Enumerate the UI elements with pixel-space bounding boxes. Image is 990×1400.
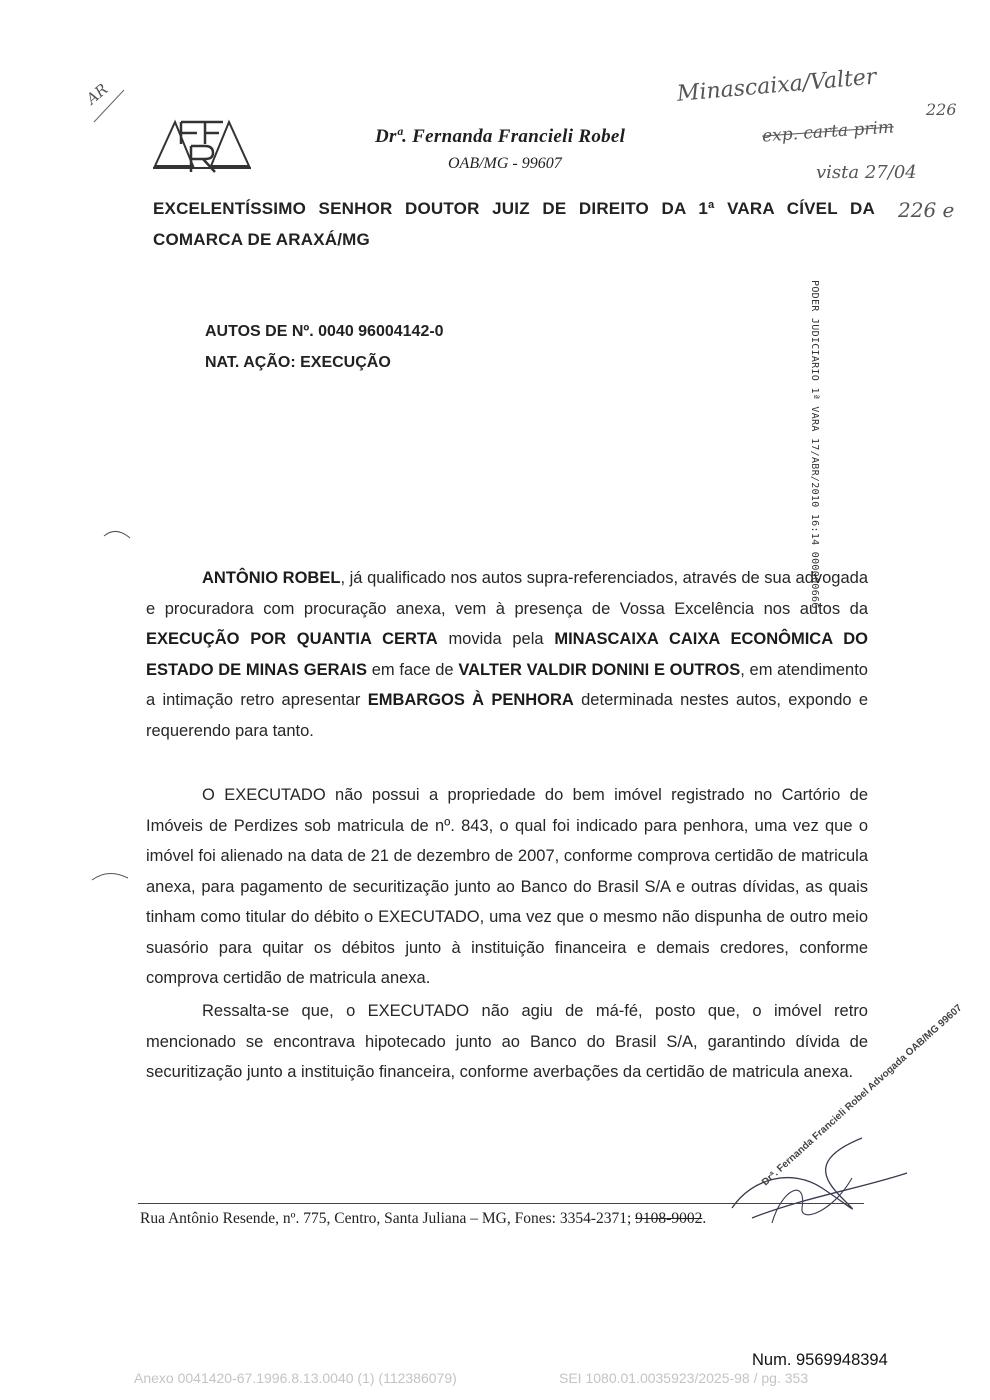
respondent-name: VALTER VALDIR DONINI E OUTROS <box>458 660 741 679</box>
case-info <box>205 316 444 378</box>
initials-slash <box>92 88 126 124</box>
handwritten-page-number: 226 e <box>898 198 955 222</box>
signature-stamp: Drª. Fernanda Francieli Robel Advogada OAB/MG 99607 <box>760 1002 965 1189</box>
footer-address-end: . <box>702 1210 707 1227</box>
law-firm-logo <box>153 118 251 174</box>
watermark-annex: Anexo 0041420-67.1996.8.13.0040 (1) (112386079) <box>134 1370 457 1386</box>
footer-phone-struck: 9108-9002 <box>635 1210 703 1227</box>
handwritten-initials: AR <box>82 79 112 109</box>
paragraph-1-text-4: , em atendimento a intimação retro apresentar <box>146 660 868 709</box>
paragraph-1-text-5: determinada nestes autos, expondo e requerendo para tanto. <box>146 691 868 740</box>
case-number: AUTOS DE Nº. 0040 96004142-0 <box>205 323 444 340</box>
plaintiff-name: MINASCAIXA CAIXA ECONÔMICA DO ESTADO DE MINAS GERAIS <box>146 630 868 679</box>
handwritten-note-line2: exp. carta prim <box>761 117 895 147</box>
watermark-sei: SEI 1080.01.0035923/2025-98 / pg. 353 <box>559 1370 809 1386</box>
oab-number: OAB/MG - 99607 <box>448 155 562 172</box>
document-number: Num. 9569948394 <box>752 1351 888 1369</box>
margin-mark-1 <box>102 526 132 542</box>
footer-address-text: Rua Antônio Resende, nº. 775, Centro, Santa Juliana – MG, Fones: 3354-2371; <box>140 1210 636 1227</box>
court-reception-stamp: PODER JUDICIARIO 1ª VARA 17/ABR/2010 16:14 000000666 <box>809 280 820 609</box>
lawyer-name: Drª. Fernanda Francieli Robel <box>375 126 626 147</box>
paragraph-3-text: Ressalta-se que, o EXECUTADO não agiu de má-fé, posto que, o imóvel retro mencionado se encontrava hipotecado junto ao Banco do Brasil S/A, garantindo dívida de securitização junto a instituição financeira, conforme averbações da certidão de matricula anexa. <box>146 1002 868 1081</box>
handwritten-note-line3: vista 27/04 <box>816 162 917 183</box>
paragraph-1-text-3: em face de <box>367 660 459 679</box>
defendant-name: ANTÔNIO ROBEL <box>202 569 341 587</box>
addressee-heading: EXCELENTÍSSIMO SENHOR DOUTOR JUIZ DE DIREITO DA 1ª VARA CÍVEL DA COMARCA DE ARAXÁ/MG <box>153 199 875 249</box>
filing-type: EMBARGOS À PENHORA <box>367 691 574 709</box>
paragraph-3 <box>146 996 868 1088</box>
handwritten-page-number-top: 226 <box>926 100 957 119</box>
paragraph-1 <box>146 563 868 746</box>
paragraph-2 <box>146 780 868 994</box>
action-type: EXECUÇÃO POR QUANTIA CERTA <box>146 630 438 648</box>
margin-mark-2 <box>90 868 130 884</box>
paragraph-2-text: O EXECUTADO não possui a propriedade do bem imóvel registrado no Cartório de Imóveis de Perdizes sob matricula de nº. 843, o qual foi indicado para penhora, uma vez que o imóvel foi alienado na data de 21 de dezembro de 2007, conforme comprova certidão de matricula anexa, para pagamento de securitização junto ao Banco do Brasil S/A e outras dívidas, as quais tinham como titular do débito o EXECUTADO, uma vez que o mesmo não dispunha de outro meio suasório para quitar os débitos junto à instituição financeira e demais credores, conforme comprova certidão de matricula anexa. <box>146 786 868 987</box>
case-nature: NAT. AÇÃO: EXECUÇÃO <box>205 354 391 371</box>
footer-address <box>140 1210 706 1228</box>
footer-divider <box>138 1203 864 1204</box>
paragraph-1-text-2: movida pela <box>437 630 555 648</box>
handwritten-note-line1: Minascaixa/Valter <box>676 64 878 107</box>
paragraph-1-text-1: , já qualificado nos autos supra-referenciados, através de sua advogada e procuradora com procuração anexa, vem à presença de Vossa Excelência nos autos da <box>146 569 868 618</box>
